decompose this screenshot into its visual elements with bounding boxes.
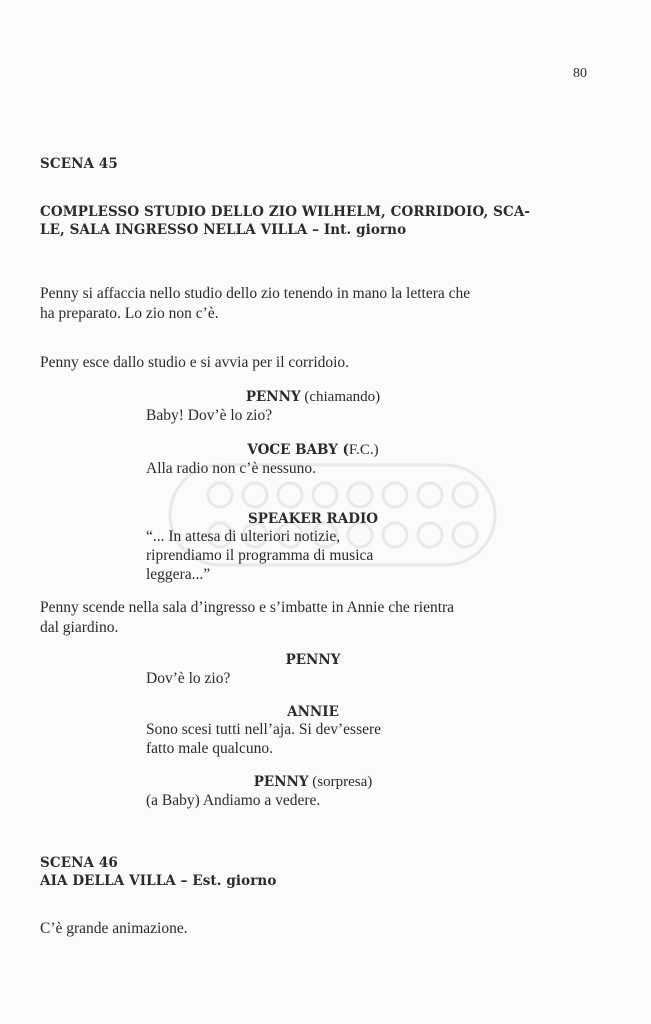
cue-2-dialogue: Alla radio non c’è nessuno. [146,460,317,477]
page-number: 80 [573,66,587,81]
cue-3-dialogue-line-1: “... In attesa di ulteriori notizie, [146,528,341,545]
cue-1-parenthetical: (chiamando) [300,389,381,405]
action-2: Penny esce dallo studio e si avvia per il corridoio. [40,354,350,371]
action-3-line-2: dal giardino. [40,619,119,636]
cue-3-dialogue-line-3: leggera...” [146,566,211,583]
cue-3-name: SPEAKER RADIO [247,511,379,527]
cue-6-name: PENNY [253,774,309,790]
scene-46-location: AIA DELLA VILLA – Est. giorno [40,873,277,889]
cue-5-character [146,702,480,722]
action-1-line-1: Penny si affaccia nello studio dello zio tenendo in mano la lettera che [40,285,471,302]
cue-6-parenthetical: (sorpresa) [308,774,373,790]
cue-4-character [146,650,480,670]
cue-1-name: PENNY [245,389,301,405]
scene-45-location-line-2: LE, SALA INGRESSO NELLA VILLA – Int. giorno [40,222,407,238]
cue-1-character [146,387,480,407]
cue-4-dialogue: Dov’è lo zio? [146,670,231,687]
cue-2-name: VOCE BABY ( [247,442,349,458]
cue-5-dialogue-line-1: Sono scesi tutti nell’aja. Si dev’essere [146,721,382,738]
cue-3-dialogue-line-2: riprendiamo il programma di musica [146,547,374,564]
action-4: C’è grande animazione. [40,920,188,937]
cue-4-name: PENNY [285,652,341,668]
scene-45-title: SCENA 45 [40,156,118,172]
cue-5-name: ANNIE [287,704,339,720]
cue-6-character [146,772,480,792]
action-3-line-1: Penny scende nella sala d’ingresso e s’imbatte in Annie che rientra [40,599,455,616]
cue-5-dialogue-line-2: fatto male qualcuno. [146,740,273,757]
scene-46-title: SCENA 46 [40,855,118,871]
action-1-line-2: ha preparato. Lo zio non c’è. [40,305,219,322]
cue-3-character [146,509,480,529]
cue-6-dialogue: (a Baby) Andiamo a vedere. [146,792,321,809]
scene-45-location-line-1: COMPLESSO STUDIO DELLO ZIO WILHELM, CORRIDOIO, SCA- [40,204,531,220]
cue-1-dialogue: Baby! Dov’è lo zio? [146,407,273,424]
cue-2-parenthetical: F.C.) [348,442,379,458]
